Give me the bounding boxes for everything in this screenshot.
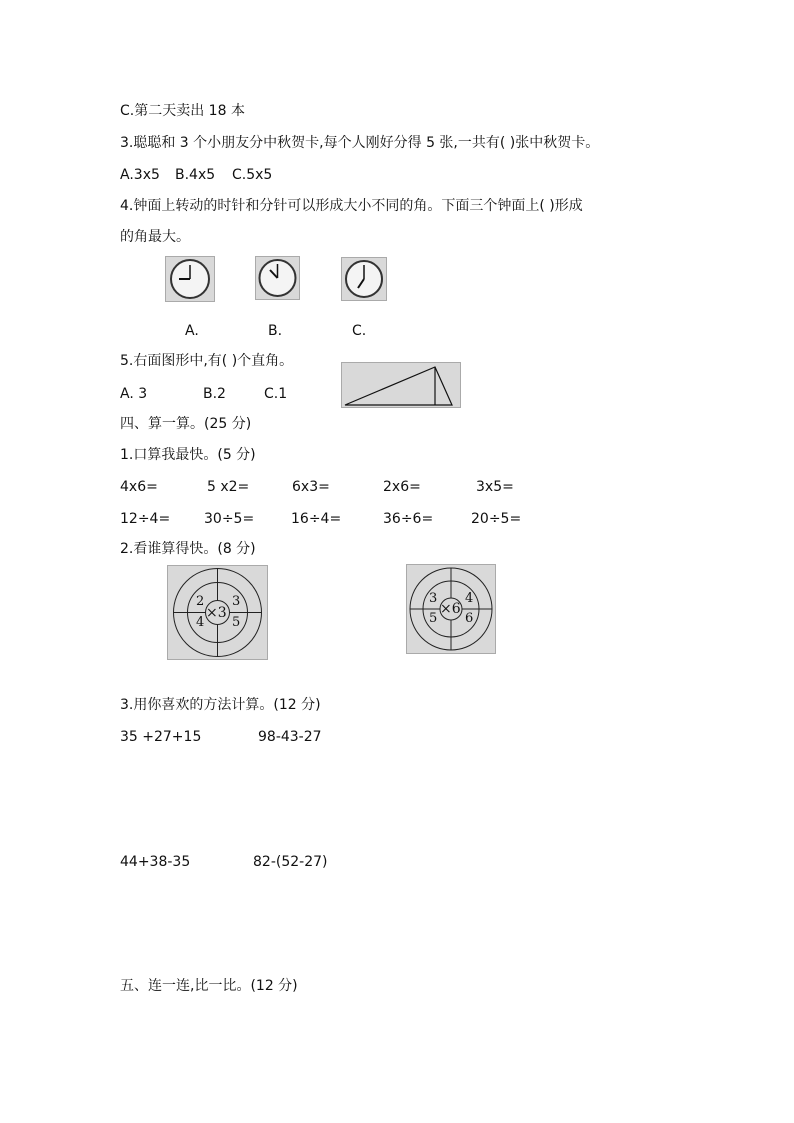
q5-option-c: C.1 [264, 386, 288, 402]
wheel2-num-3: 5 [429, 611, 438, 626]
oral-calc-10: 20÷5= [471, 511, 522, 527]
oral-calc-4: 2x6= [383, 479, 421, 495]
oral-calc-3: 6x3= [292, 479, 330, 495]
wheel1-num-3: 4 [196, 615, 205, 630]
oral-calc-2: 5 x2= [207, 479, 250, 495]
calc-expression-4: 82-(52-27) [253, 854, 328, 870]
q5-option-b: B.2 [203, 386, 226, 402]
section4-part2-title: 2.看谁算得快。(8 分) [120, 541, 256, 557]
q3-option-a: A.3x5 [120, 167, 160, 183]
triangle-figure [341, 362, 461, 408]
wheel1-num-2: 3 [232, 594, 241, 609]
clock-c-image [341, 257, 387, 301]
clock-icon [256, 257, 299, 299]
q5-stem: 5.右面图形中,有( )个直角。 [120, 353, 294, 369]
q3-stem: 3.聪聪和 3 个小朋友分中秋贺卡,每个人刚好分得 5 张,一共有( )张中秋贺卡。 [120, 135, 600, 151]
section4-part3-title: 3.用你喜欢的方法计算。(12 分) [120, 697, 321, 713]
wheel2-num-2: 4 [465, 591, 474, 606]
oral-calc-6: 12÷4= [120, 511, 171, 527]
calc-expression-3: 44+38-35 [120, 854, 191, 870]
q3-option-b: B.4x5 [175, 167, 216, 183]
triangle-icon [342, 363, 460, 407]
wheel1-num-4: 5 [232, 615, 241, 630]
multiplication-wheel-2 [406, 564, 496, 654]
clock-b-image [255, 256, 300, 300]
oral-calc-5: 3x5= [476, 479, 514, 495]
wheel1-center: ×3 [206, 605, 227, 621]
clock-label-c: C. [352, 323, 367, 339]
clock-label-b: B. [268, 323, 283, 339]
oral-calc-1: 4x6= [120, 479, 158, 495]
oral-calc-8: 16÷4= [291, 511, 342, 527]
calc-expression-1: 35 +27+15 [120, 729, 202, 745]
q3-option-c: C.5x5 [232, 167, 273, 183]
q2-option-c: C.第二天卖出 18 本 [120, 103, 245, 119]
oral-calc-9: 36÷6= [383, 511, 434, 527]
q4-stem-line2: 的角最大。 [120, 229, 190, 245]
section4-part1-title: 1.口算我最快。(5 分) [120, 447, 256, 463]
clock-label-a: A. [185, 323, 199, 339]
q5-option-a: A. 3 [120, 386, 148, 402]
wheel2-center: ×6 [440, 601, 461, 617]
calc-expression-2: 98-43-27 [258, 729, 322, 745]
oral-calc-7: 30÷5= [204, 511, 255, 527]
clock-a-image [165, 256, 215, 302]
clock-icon [166, 257, 214, 301]
wheel2-num-4: 6 [465, 611, 474, 626]
wheel1-num-1: 2 [196, 594, 205, 609]
section4-title: 四、算一算。(25 分) [120, 416, 252, 432]
clock-icon [342, 258, 386, 300]
wheel2-num-1: 3 [429, 591, 438, 606]
q4-stem-line1: 4.钟面上转动的时针和分针可以形成大小不同的角。下面三个钟面上( )形成 [120, 198, 583, 214]
section5-title: 五、连一连,比一比。(12 分) [120, 978, 298, 994]
multiplication-wheel-1 [167, 565, 268, 660]
